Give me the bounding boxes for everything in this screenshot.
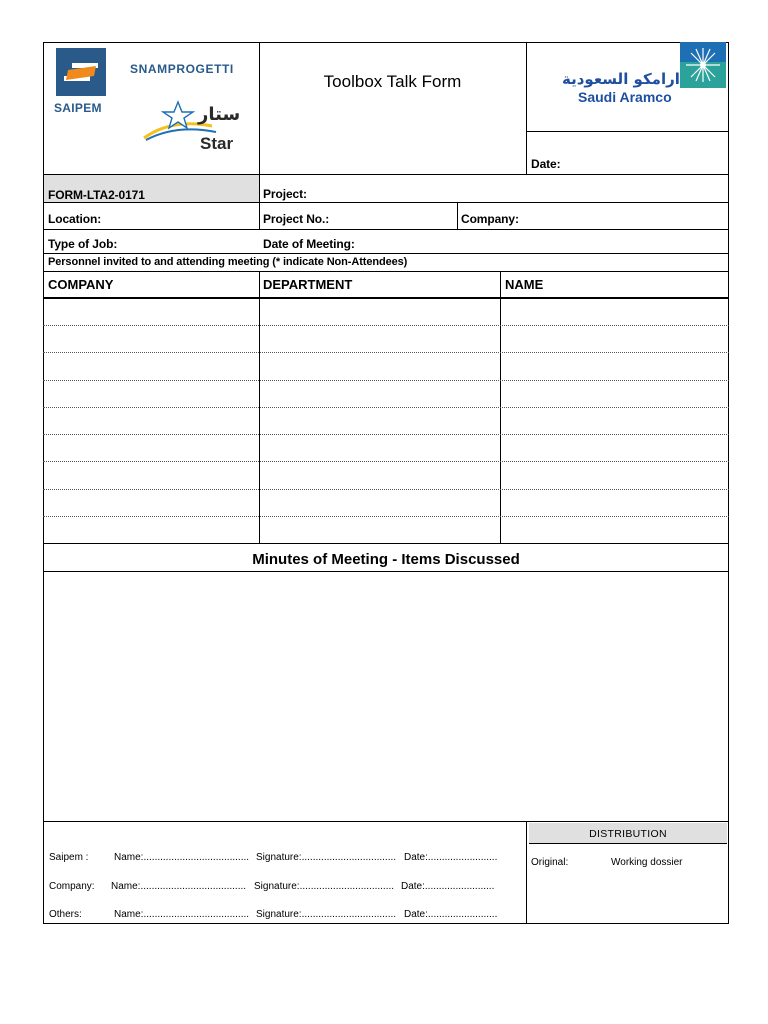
divider (526, 42, 527, 174)
attendance-cell-name[interactable] (501, 352, 729, 378)
snamprogetti-logo-text: SNAMPROGETTI (130, 62, 234, 76)
divider (526, 131, 729, 132)
attendance-cell-name[interactable] (501, 298, 729, 324)
attendance-cell-department[interactable] (260, 380, 500, 406)
signature-signature[interactable]: Signature:.................................. (256, 852, 397, 863)
divider (259, 42, 260, 174)
attendance-cell-name[interactable] (501, 380, 729, 406)
attendance-cell-company[interactable] (44, 352, 259, 378)
signature-party: Company: (49, 881, 95, 892)
attendance-cell-name[interactable] (501, 516, 729, 542)
attendance-cell-name[interactable] (501, 461, 729, 487)
distribution-title: DISTRIBUTION (589, 828, 667, 840)
star-logo-latin: Star (200, 134, 234, 153)
distribution-original-label: Original: (531, 857, 569, 868)
minutes-title: Minutes of Meeting - Items Discussed (252, 551, 520, 568)
signature-signature[interactable]: Signature:.................................. (256, 909, 397, 920)
column-header-company: COMPANY (48, 277, 114, 292)
date-of-meeting-label[interactable]: Date of Meeting: (263, 237, 355, 251)
company-label[interactable]: Company: (461, 212, 519, 226)
attendance-cell-department[interactable] (260, 516, 500, 542)
column-header-name: NAME (505, 277, 544, 292)
attendance-cell-department[interactable] (260, 489, 500, 515)
personnel-note: Personnel invited to and attending meeting (* indicate Non-Attendees) (48, 256, 408, 268)
signature-party: Others: (49, 909, 82, 920)
attendance-cell-company[interactable] (44, 380, 259, 406)
attendance-cell-company[interactable] (44, 298, 259, 324)
type-of-job-label[interactable]: Type of Job: (48, 237, 118, 251)
saipem-logo (54, 46, 116, 114)
signature-party: Saipem : (49, 852, 89, 863)
attendance-cell-name[interactable] (501, 407, 729, 433)
saipem-logo-mark-icon (54, 46, 110, 98)
signature-name[interactable]: Name:...................................... (114, 909, 250, 920)
divider (526, 821, 527, 924)
location-label[interactable]: Location: (48, 212, 102, 226)
divider (43, 821, 729, 822)
aramco-burst-icon (680, 42, 726, 88)
divider (43, 543, 729, 544)
attendance-cell-name[interactable] (501, 325, 729, 351)
attendance-cell-department[interactable] (260, 434, 500, 460)
attendance-cell-company[interactable] (44, 489, 259, 515)
signature-date[interactable]: Date:......................... (404, 909, 498, 920)
project-label[interactable]: Project: (263, 187, 307, 201)
divider (43, 271, 729, 272)
star-logo-arabic: ستار (198, 104, 241, 125)
attendance-cell-department[interactable] (260, 298, 500, 324)
saipem-logo-text: SAIPEM (54, 101, 102, 115)
aramco-star-icon (680, 42, 726, 88)
attendance-cell-department[interactable] (260, 461, 500, 487)
form-code: FORM-LTA2-0171 (48, 188, 145, 202)
attendance-cell-department[interactable] (260, 407, 500, 433)
project-no-label[interactable]: Project No.: (263, 212, 330, 226)
minutes-body[interactable] (44, 572, 728, 820)
column-header-department: DEPARTMENT (263, 277, 353, 292)
divider (43, 202, 729, 203)
signature-date[interactable]: Date:......................... (404, 852, 498, 863)
divider (43, 253, 729, 254)
attendance-cell-name[interactable] (501, 489, 729, 515)
attendance-cell-department[interactable] (260, 325, 500, 351)
attendance-cell-company[interactable] (44, 325, 259, 351)
distribution-header (529, 823, 727, 844)
signature-name[interactable]: Name:...................................... (114, 852, 250, 863)
divider (43, 229, 729, 230)
attendance-cell-department[interactable] (260, 352, 500, 378)
signature-name[interactable]: Name:...................................... (111, 881, 247, 892)
attendance-cell-company[interactable] (44, 516, 259, 542)
attendance-cell-company[interactable] (44, 407, 259, 433)
attendance-cell-company[interactable] (44, 434, 259, 460)
signature-date[interactable]: Date:......................... (401, 881, 495, 892)
distribution-original-value: Working dossier (611, 857, 683, 868)
star-logo (142, 100, 250, 158)
divider (457, 202, 458, 229)
signature-signature[interactable]: Signature:.................................. (254, 881, 395, 892)
attendance-cell-company[interactable] (44, 461, 259, 487)
date-label: Date: (531, 157, 561, 171)
attendance-cell-name[interactable] (501, 434, 729, 460)
aramco-logo-latin: Saudi Aramco (578, 89, 672, 105)
aramco-logo-arabic: ارامكو السعودية (562, 70, 680, 88)
page-title: Toolbox Talk Form (323, 72, 462, 91)
